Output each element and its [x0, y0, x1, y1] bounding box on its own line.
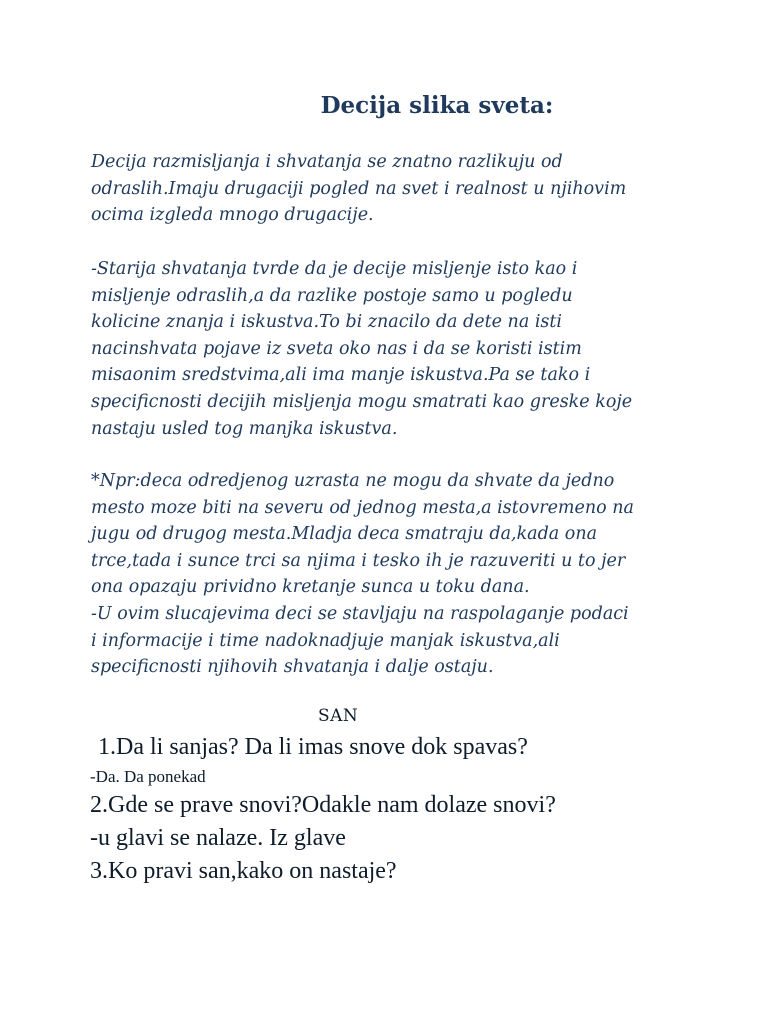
- paragraph-line: misaonim sredstvima,ali ima manje iskustva.Pa se tako i: [91, 365, 591, 386]
- paragraph-line: specificnosti njihovih shvatanja i dalje ostaju.: [91, 657, 494, 678]
- answer-1: -Da. Da ponekad: [90, 767, 206, 786]
- paragraph-line: nastaju usled tog manjka iskustva.: [91, 418, 398, 439]
- paragraph-line: -U ovim slucajevima deci se stavljaju na raspolaganje podaci: [91, 603, 629, 624]
- paragraph-line: specificnosti decijih misljenja mogu smatrati kao greske koje: [91, 391, 633, 412]
- paragraph-line: mesto moze biti na severu od jednog mesta,a istovremeno na: [91, 497, 634, 518]
- paragraph-line: nacinshvata pojave iz sveta oko nas i da se koristi istim: [91, 338, 582, 359]
- question-1: 1.Da li sanjas? Da li imas snove dok spavas?: [98, 734, 528, 760]
- paragraph-line: *Npr:deca odredjenog uzrasta ne mogu da shvate da jedno: [91, 471, 615, 491]
- question-3: 3.Ko pravi san,kako on nastaje?: [90, 858, 397, 884]
- paragraph-line: -Starija shvatanja tvrde da je decije misljenje isto kao i: [91, 259, 578, 279]
- paragraph-line: ocima izgleda mnogo drugacije.: [91, 205, 374, 226]
- paragraph-intro: [91, 149, 691, 229]
- question-2: 2.Gde se prave snovi?Odakle nam dolaze snovi?: [90, 792, 556, 818]
- paragraph-line: ona opazaju prividno kretanje sunca u toku dana.: [91, 577, 530, 598]
- paragraph-example: [91, 468, 691, 681]
- page-title: Decija slika sveta:: [320, 92, 554, 119]
- paragraph-line: misljenje odraslih,a da razlike postoje samo u pogledu: [91, 285, 573, 306]
- paragraph-line: kolicine znanja i iskustva.To bi znacilo da dete na isti: [91, 312, 563, 333]
- paragraph-line: jugu od drugog mesta.Mladja deca smatraju da,kada ona: [91, 524, 598, 545]
- section-heading-san: SAN: [318, 706, 359, 726]
- paragraph-older-views: [91, 256, 691, 442]
- paragraph-line: odraslih.Imaju drugaciji pogled na svet i realnost u njihovim: [91, 178, 627, 199]
- paragraph-line: trce,tada i sunce trci sa njima i tesko ih je razuveriti u to jer: [91, 550, 626, 571]
- paragraph-line: Decija razmisljanja i shvatanja se znatno razlikuju od: [91, 152, 563, 172]
- answer-2: -u glavi se nalaze. Iz glave: [90, 825, 346, 851]
- paragraph-line: i informacije i time nadoknadjuje manjak iskustva,ali: [91, 630, 560, 651]
